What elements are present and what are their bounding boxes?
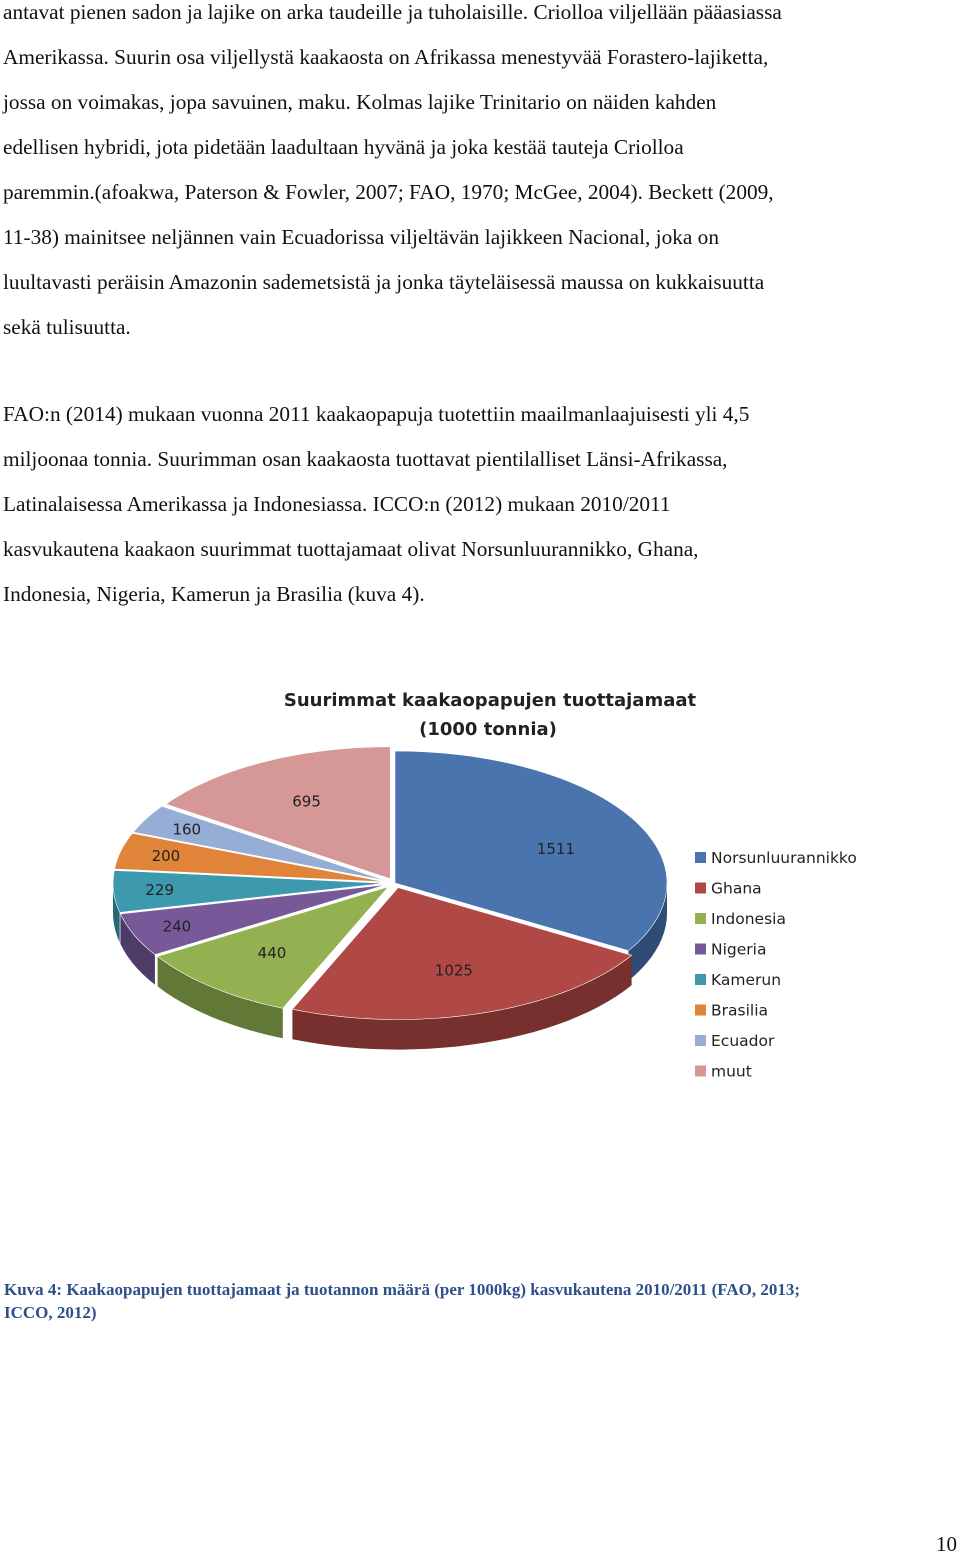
text-line: kasvukautena kaakaon suurimmat tuottajamaat olivat Norsunluurannikko, Ghana, (3, 537, 699, 561)
text-line: paremmin.(afoakwa, Paterson & Fowler, 2007; FAO, 1970; McGee, 2004). Beckett (2009, (3, 180, 774, 204)
data-label-kamerun: 229 (145, 881, 175, 900)
pie-chart (0, 660, 960, 1160)
data-label-nigeria: 240 (162, 917, 192, 936)
data-label-indonesia: 440 (257, 943, 287, 962)
text-line: luultavasti peräisin Amazonin sademetsistä ja jonka täyteläisessä maussa on kukkaisuutta (3, 270, 765, 294)
data-label-ecuador: 160 (172, 820, 202, 839)
legend-swatch (695, 913, 706, 924)
text-line: FAO:n (2014) mukaan vuonna 2011 kaakaopapuja tuotettiin maailmanlaajuisesti yli 4,5 (3, 402, 750, 426)
text-line: Latinalaisessa Amerikassa ja Indonesiassa. ICCO:n (2012) mukaan 2010/2011 (3, 492, 671, 516)
data-label-muut: 695 (292, 792, 321, 811)
figure-caption (4, 1278, 944, 1324)
legend-swatch (695, 852, 706, 863)
text-line: edellisen hybridi, jota pidetään laadultaan hyvänä ja joka kestää tauteja Criolloa (3, 135, 684, 159)
legend-label-kamerun: Kamerun (711, 971, 782, 989)
chart-title-line-1: Suurimmat kaakaopapujen tuottajamaat (283, 690, 697, 711)
legend-swatch (695, 944, 706, 955)
caption-line: ICCO, 2012) (4, 1303, 97, 1322)
body-paragraph-1 (3, 0, 957, 350)
legend-label-nigeria: Nigeria (711, 940, 767, 959)
body-paragraph-2 (3, 392, 957, 617)
legend-swatch (695, 1035, 706, 1046)
caption-line: Kuva 4: Kaakaopapujen tuottajamaat ja tuotannon määrä (per 1000kg) kasvukautena 2010/2011 (FAO, 2013; (4, 1280, 801, 1299)
text-line: miljoonaa tonnia. Suurimman osan kaakaosta tuottavat pientilalliset Länsi-Afrikassa, (3, 447, 728, 471)
legend-label-norsunluurannikko: Norsunluurannikko (711, 849, 857, 867)
page-number: 10 (936, 1532, 957, 1556)
text-line: sekä tulisuutta. (3, 315, 131, 339)
text-line: 11-38) mainitsee neljännen vain Ecuadorissa viljeltävän lajikkeen Nacional, joka on (3, 225, 719, 249)
legend-label-muut: muut (711, 1062, 752, 1081)
chart-title-line-2: (1000 tonnia) (419, 719, 557, 740)
legend-swatch (695, 1066, 706, 1077)
legend-label-indonesia: Indonesia (711, 910, 786, 928)
text-line: jossa on voimakas, jopa savuinen, maku. Kolmas lajike Trinitario on näiden kahden (3, 90, 717, 114)
legend-swatch (695, 1005, 706, 1016)
legend-label-ecuador: Ecuador (711, 1032, 775, 1050)
data-label-ghana: 1025 (434, 961, 473, 980)
text-line: Indonesia, Nigeria, Kamerun ja Brasilia (kuva 4). (3, 582, 425, 606)
text-line: antavat pienen sadon ja lajike on arka taudeille ja tuholaisille. Criolloa viljellään pääasiassa (3, 0, 782, 24)
data-label-norsunluurannikko: 1511 (536, 840, 575, 859)
text-line: Amerikassa. Suurin osa viljellystä kaakaosta on Afrikassa menestyvää Forastero-lajiketta, (3, 45, 769, 69)
legend-label-brasilia: Brasilia (711, 1001, 768, 1020)
legend (695, 849, 857, 1081)
legend-swatch (695, 883, 706, 894)
pie-slices (113, 747, 667, 1020)
legend-swatch (695, 974, 706, 985)
legend-label-ghana: Ghana (711, 879, 762, 898)
data-label-brasilia: 200 (151, 847, 181, 866)
